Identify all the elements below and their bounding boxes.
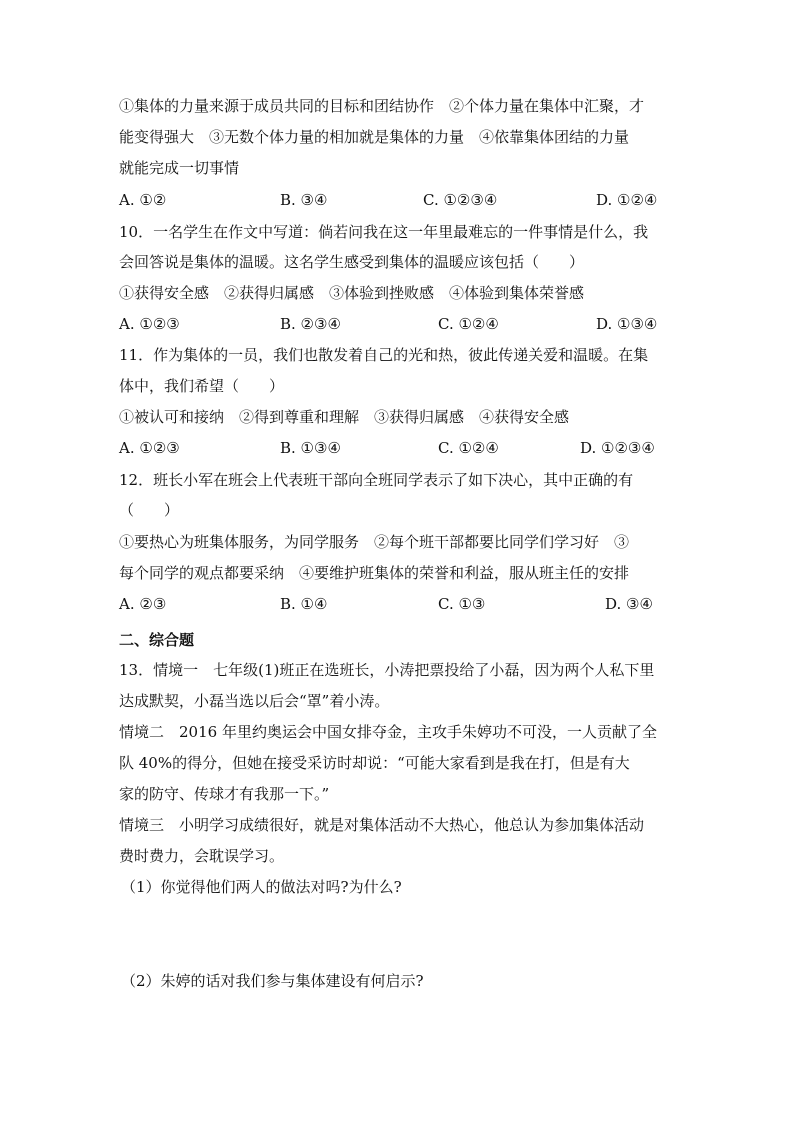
q11-stem-line-1: 11．作为集体的一员，我们也散发着自己的光和热，彼此传递关爱和温暖。在集	[119, 346, 649, 364]
q9-statements-line-1: ①集体的力量来源于成员共同的目标和团结协作 ②个体力量在集体中汇聚，才	[119, 97, 645, 115]
q11-statements: ①被认可和接纳 ②得到尊重和理解 ③获得归属感 ④获得安全感	[119, 408, 570, 426]
q10-stem-line-1: 10．一名学生在作文中写道：倘若问我在这一年里最难忘的一件事情是什么，我	[119, 223, 649, 241]
q11-option-d: D. ①②③④	[580, 439, 655, 457]
section-heading: 二、综合题	[119, 631, 195, 649]
q13-sub-question-2: （2）朱婷的话对我们参与集体建设有何启示?	[121, 972, 424, 990]
q13-scenario-1-line-1: 13．情境一 七年级(1)班正在选班长，小涛把票投给了小磊，因为两个人私下里	[119, 661, 655, 679]
q11-option-c: C. ①②④	[438, 439, 499, 457]
q13-scenario-2-line-3: 家的防守、传球才有我那一下。”	[119, 785, 330, 803]
q9-option-d: D. ①②④	[596, 191, 658, 209]
q9-option-c: C. ①②③④	[423, 191, 498, 209]
q10-stem-line-2: 会回答说是集体的温暖。这名学生感受到集体的温暖应该包括（ ）	[119, 253, 585, 271]
q13-scenario-2-line-2: 队 40%的得分，但她在接受采访时却说：“可能大家看到是我在打，但是有大	[119, 754, 630, 772]
q12-stem-line-2: （ ）	[119, 501, 180, 519]
q10-option-d: D. ①③④	[596, 315, 658, 333]
q10-statements: ①获得安全感 ②获得归属感 ③体验到挫败感 ④体验到集体荣誉感	[119, 284, 585, 302]
q12-option-d: D. ③④	[605, 595, 653, 613]
q13-scenario-2-line-1: 情境二 2016 年里约奥运会中国女排夺金，主攻手朱婷功不可没，一人贡献了全	[119, 723, 657, 741]
q12-option-a: A. ②③	[119, 595, 167, 613]
q13-scenario-3-line-2: 费时费力，会耽误学习。	[119, 847, 285, 865]
q12-option-b: B. ①④	[280, 595, 328, 613]
q9-option-a: A. ①②	[119, 191, 167, 209]
q12-stem-line-1: 12．班长小军在班会上代表班干部向全班同学表示了如下决心，其中正确的有	[119, 471, 634, 489]
q10-option-a: A. ①②③	[119, 315, 180, 333]
q11-option-a: A. ①②③	[119, 439, 180, 457]
q11-stem-line-2: 体中，我们希望（ ）	[119, 377, 285, 395]
q13-scenario-1-line-2: 达成默契，小磊当选以后会“罩”着小涛。	[119, 692, 390, 710]
q12-statements-line-1: ①要热心为班集体服务，为同学服务 ②每个班干部都要比同学们学习好 ③	[119, 533, 630, 551]
q10-option-b: B. ②③④	[280, 315, 341, 333]
q12-statements-line-2: 每个同学的观点都要采纳 ④要维护班集体的荣誉和利益，服从班主任的安排	[119, 564, 630, 582]
q13-scenario-3-line-1: 情境三 小明学习成绩很好，就是对集体活动不大热心，他总认为参加集体活动	[119, 816, 645, 834]
q10-option-c: C. ①②④	[438, 315, 499, 333]
q9-statements-line-3: 就能完成一切事情	[119, 159, 240, 177]
q11-option-b: B. ①③④	[280, 439, 341, 457]
q12-option-c: C. ①③	[438, 595, 486, 613]
q13-sub-question-1: （1）你觉得他们两人的做法对吗?为什么?	[121, 878, 402, 896]
q9-statements-line-2: 能变得强大 ③无数个体力量的相加就是集体的力量 ④依靠集体团结的力量	[119, 128, 630, 146]
q9-option-b: B. ③④	[280, 191, 328, 209]
